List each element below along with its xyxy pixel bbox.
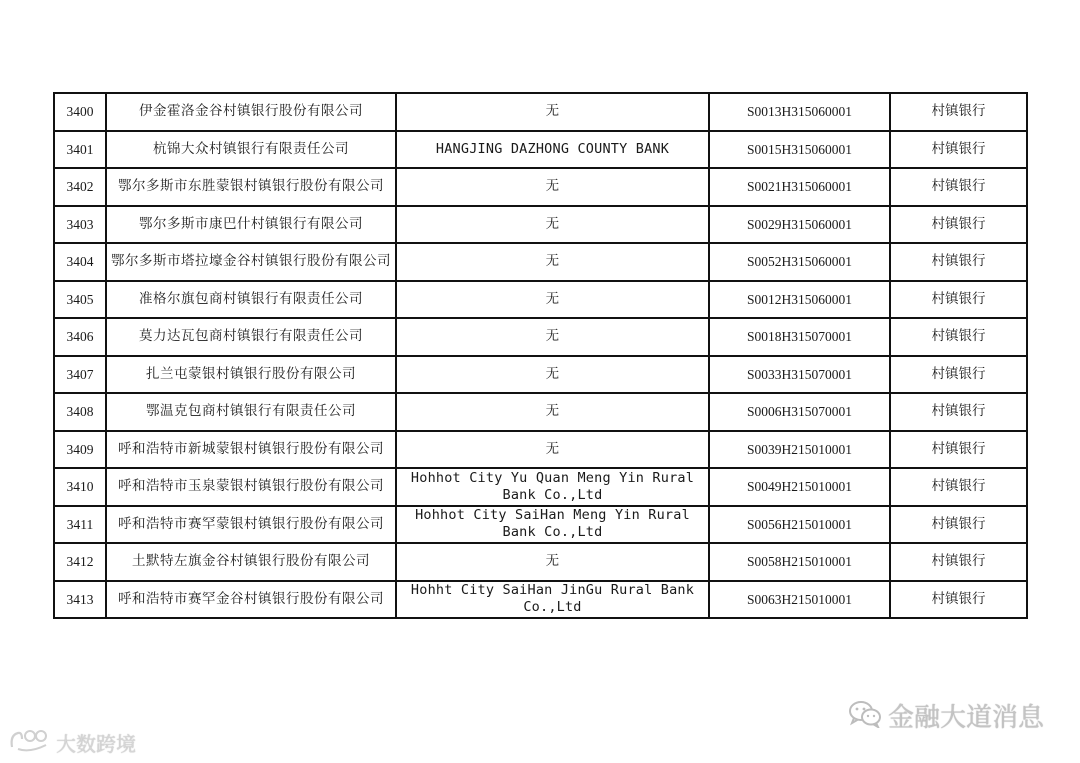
table-row: [54, 243, 1027, 281]
row-number-cell: 3408: [54, 393, 106, 431]
institution-type-cell: 村镇银行: [890, 131, 1027, 169]
table-row: [54, 431, 1027, 469]
bank-name-cell: 呼和浩特市赛罕金谷村镇银行股份有限公司: [106, 581, 396, 619]
bank-name-cell: 鄂尔多斯市东胜蒙银村镇银行股份有限公司: [106, 168, 396, 206]
table-row: [54, 543, 1027, 581]
bank-name-cell: 鄂温克包商村镇银行有限责任公司: [106, 393, 396, 431]
bank-name-cell: 伊金霍洛金谷村镇银行股份有限公司: [106, 93, 396, 131]
institution-type-cell: 村镇银行: [890, 356, 1027, 394]
license-code-cell: S0056H215010001: [709, 506, 890, 544]
english-name-cell: 无: [396, 168, 709, 206]
license-code-cell: S0039H215010001: [709, 431, 890, 469]
table-row: [54, 393, 1027, 431]
institution-type-cell: 村镇银行: [890, 506, 1027, 544]
english-name-cell: 无: [396, 243, 709, 281]
row-number-cell: 3409: [54, 431, 106, 469]
bank-name-cell: 呼和浩特市玉泉蒙银村镇银行股份有限公司: [106, 468, 396, 506]
row-number-cell: 3404: [54, 243, 106, 281]
english-name-cell: Hohhot City Yu Quan Meng Yin Rural Bank Co.,Ltd: [396, 468, 709, 506]
bank-name-cell: 鄂尔多斯市康巴什村镇银行有限公司: [106, 206, 396, 244]
watermark-source: [848, 697, 1044, 734]
bank-registry-table: [53, 92, 1028, 619]
institution-type-cell: 村镇银行: [890, 393, 1027, 431]
table-body: [54, 93, 1027, 618]
institution-type-cell: 村镇银行: [890, 281, 1027, 319]
license-code-cell: S0018H315070001: [709, 318, 890, 356]
institution-type-cell: 村镇银行: [890, 206, 1027, 244]
institution-type-cell: 村镇银行: [890, 318, 1027, 356]
row-number-cell: 3407: [54, 356, 106, 394]
english-name-cell: 无: [396, 318, 709, 356]
bank-name-cell: 莫力达瓦包商村镇银行有限责任公司: [106, 318, 396, 356]
wechat-icon: [848, 700, 882, 732]
institution-type-cell: 村镇银行: [890, 468, 1027, 506]
license-code-cell: S0015H315060001: [709, 131, 890, 169]
english-name-cell: Hohht City SaiHan JinGu Rural Bank Co.,Ltd: [396, 581, 709, 619]
table-row: [54, 131, 1027, 169]
institution-type-cell: 村镇银行: [890, 243, 1027, 281]
license-code-cell: S0063H215010001: [709, 581, 890, 619]
license-code-cell: S0049H215010001: [709, 468, 890, 506]
english-name-cell: 无: [396, 93, 709, 131]
row-number-cell: 3411: [54, 506, 106, 544]
license-code-cell: S0058H215010001: [709, 543, 890, 581]
license-code-cell: S0029H315060001: [709, 206, 890, 244]
row-number-cell: 3406: [54, 318, 106, 356]
table-row: [54, 506, 1027, 544]
english-name-cell: Hohhot City SaiHan Meng Yin Rural Bank Co.,Ltd: [396, 506, 709, 544]
table-row: [54, 281, 1027, 319]
bank-name-cell: 鄂尔多斯市塔拉壕金谷村镇银行股份有限公司: [106, 243, 396, 281]
license-code-cell: S0021H315060001: [709, 168, 890, 206]
bank-name-cell: 杭锦大众村镇银行有限责任公司: [106, 131, 396, 169]
brand-logo-icon: [8, 727, 52, 757]
row-number-cell: 3400: [54, 93, 106, 131]
table-row: [54, 93, 1027, 131]
license-code-cell: S0052H315060001: [709, 243, 890, 281]
watermark-right-text: 金融大道消息: [887, 703, 1044, 733]
english-name-cell: 无: [396, 356, 709, 394]
bank-name-cell: 呼和浩特市赛罕蒙银村镇银行股份有限公司: [106, 506, 396, 544]
license-code-cell: S0006H315070001: [709, 393, 890, 431]
row-number-cell: 3402: [54, 168, 106, 206]
row-number-cell: 3412: [54, 543, 106, 581]
bank-name-cell: 扎兰屯蒙银村镇银行股份有限公司: [106, 356, 396, 394]
english-name-cell: 无: [396, 206, 709, 244]
row-number-cell: 3401: [54, 131, 106, 169]
watermark-brand: [8, 727, 136, 757]
institution-type-cell: 村镇银行: [890, 543, 1027, 581]
table-row: [54, 168, 1027, 206]
license-code-cell: S0013H315060001: [709, 93, 890, 131]
bank-name-cell: 准格尔旗包商村镇银行有限责任公司: [106, 281, 396, 319]
english-name-cell: 无: [396, 281, 709, 319]
row-number-cell: 3410: [54, 468, 106, 506]
row-number-cell: 3403: [54, 206, 106, 244]
english-name-cell: 无: [396, 393, 709, 431]
table-row: [54, 356, 1027, 394]
english-name-cell: 无: [396, 431, 709, 469]
bank-name-cell: 土默特左旗金谷村镇银行股份有限公司: [106, 543, 396, 581]
license-code-cell: S0012H315060001: [709, 281, 890, 319]
institution-type-cell: 村镇银行: [890, 168, 1027, 206]
row-number-cell: 3413: [54, 581, 106, 619]
table-row: [54, 581, 1027, 619]
table-row: [54, 468, 1027, 506]
table-row: [54, 318, 1027, 356]
license-code-cell: S0033H315070001: [709, 356, 890, 394]
english-name-cell: 无: [396, 543, 709, 581]
institution-type-cell: 村镇银行: [890, 431, 1027, 469]
row-number-cell: 3405: [54, 281, 106, 319]
watermark-left-text: 大数跨境: [56, 731, 136, 756]
english-name-cell: HANGJING DAZHONG COUNTY BANK: [396, 131, 709, 169]
bank-name-cell: 呼和浩特市新城蒙银村镇银行股份有限公司: [106, 431, 396, 469]
institution-type-cell: 村镇银行: [890, 93, 1027, 131]
institution-type-cell: 村镇银行: [890, 581, 1027, 619]
table-row: [54, 206, 1027, 244]
